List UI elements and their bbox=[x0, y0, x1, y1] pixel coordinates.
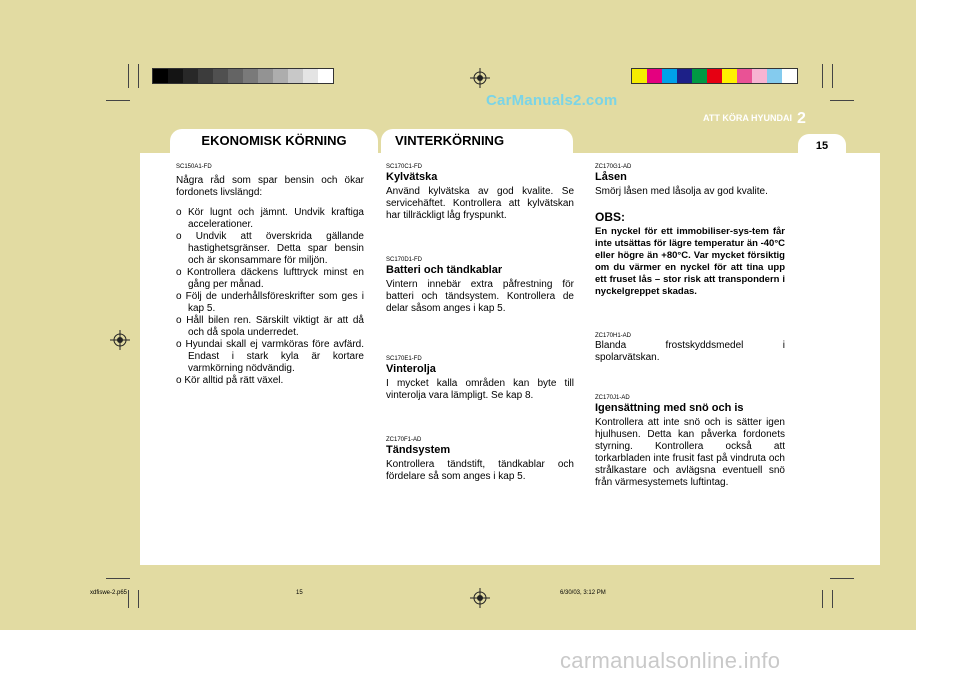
crop-mark bbox=[138, 590, 139, 608]
section-ignition bbox=[386, 436, 574, 483]
color-swatch bbox=[183, 69, 198, 83]
crop-mark bbox=[106, 100, 130, 101]
list-item: o Undvik att överskrida gällande hastighetsgränser. Detta spar bensin och är skonsammare för miljön. bbox=[176, 231, 364, 266]
site-watermark: carmanualsonline.info bbox=[560, 648, 781, 673]
section-code: SC170D1-FD bbox=[386, 257, 423, 263]
crop-mark bbox=[138, 64, 139, 88]
intro-text: Några råd som spar bensin och ökar fordonets livslängd: bbox=[176, 175, 364, 198]
list-item: o Kör alltid på rätt växel. bbox=[176, 375, 284, 386]
color-swatch bbox=[662, 69, 677, 83]
section-tab-ekonomisk: EKONOMISK KÖRNING bbox=[170, 129, 378, 153]
section-code: SC170C1-FD bbox=[386, 164, 423, 170]
crop-mark bbox=[830, 100, 854, 101]
color-swatch bbox=[303, 69, 318, 83]
crop-mark bbox=[822, 64, 823, 88]
color-swatch bbox=[767, 69, 782, 83]
list-item: o Följ de underhållsföreskrifter som ges i kap 5. bbox=[176, 291, 364, 314]
list-item: o Håll bilen ren. Särskilt viktigt är att då och då spola underredet. bbox=[176, 315, 364, 338]
column-economy bbox=[176, 163, 364, 387]
color-swatch bbox=[707, 69, 722, 83]
note-heading: OBS: bbox=[595, 210, 625, 224]
color-swatch bbox=[198, 69, 213, 83]
section-text: Kontrollera tändstift, tändkablar och fördelare så som anges i kap 5. bbox=[386, 459, 574, 482]
section-code: SC150A1-FD bbox=[176, 164, 212, 170]
registration-mark-icon bbox=[470, 68, 490, 88]
color-swatch bbox=[677, 69, 692, 83]
color-swatch bbox=[782, 69, 797, 83]
section-text: Kontrollera att inte snö och is sätter igen hjulhusen. Detta kan påverka fordonets styrning. Kontrollera också att torkarbladen inte frusit fast på vindruta och strålkastare och avlägsna eventuell snö från värmesystemets luftintag. bbox=[595, 417, 785, 488]
crop-mark bbox=[128, 64, 129, 88]
color-swatch bbox=[647, 69, 662, 83]
crop-mark bbox=[106, 578, 130, 579]
color-bar bbox=[631, 68, 798, 84]
list-item: o Hyundai skall ej varmköras före avfärd. Endast i stark kyla är kortare varmkörning nödvändig. bbox=[176, 339, 364, 374]
color-swatch bbox=[752, 69, 767, 83]
section-code: ZC170G1-AD bbox=[595, 164, 632, 170]
color-swatch bbox=[288, 69, 303, 83]
list-item: o Kör lugnt och jämnt. Undvik kraftiga accelerationer. bbox=[176, 207, 364, 230]
section-text: I mycket kalla områden kan byte till vinterolja vara lämpligt. Se kap 8. bbox=[386, 378, 574, 401]
color-swatch bbox=[273, 69, 288, 83]
color-swatch bbox=[722, 69, 737, 83]
section-title: Vinterolja bbox=[386, 363, 436, 375]
color-swatch bbox=[243, 69, 258, 83]
color-swatch bbox=[228, 69, 243, 83]
section-text: Använd kylvätska av god kvalite. Se servicehäftet. Kontrollera att kylvätskan har tillräckligt låg fryspunkt. bbox=[386, 186, 574, 221]
section-title: Batteri och tändkablar bbox=[386, 264, 503, 276]
section-title: Tändsystem bbox=[386, 444, 451, 456]
section-text-line: spolarvätskan. bbox=[595, 352, 660, 363]
color-swatch bbox=[258, 69, 273, 83]
list-item: o Kontrollera däckens lufttryck minst en gång per månad. bbox=[176, 267, 364, 290]
section-code: ZC170F1-AD bbox=[386, 437, 422, 443]
color-swatch bbox=[692, 69, 707, 83]
tips-list bbox=[176, 207, 364, 387]
section-text-line: Blanda frostskyddsmedel i bbox=[595, 340, 785, 351]
footer-date: 6/30/03, 3:12 PM bbox=[560, 590, 606, 596]
color-swatch bbox=[737, 69, 752, 83]
page-number-tab: 15 bbox=[798, 134, 846, 156]
column-locks bbox=[595, 163, 785, 489]
content-panel bbox=[140, 153, 880, 565]
section-text: Vintern innebär extra påfrestning för batteri och tändsystem. Kontrollera de delar såsom anges i kap 5. bbox=[386, 279, 574, 314]
section-code: ZC170H1-AD bbox=[595, 333, 632, 339]
section-text: Smörj låsen med låsolja av god kvalite. bbox=[595, 186, 768, 197]
color-swatch bbox=[632, 69, 647, 83]
watermark: CarManuals2.com bbox=[486, 92, 618, 109]
crop-mark bbox=[830, 578, 854, 579]
section-washer bbox=[595, 332, 785, 364]
grayscale-bar bbox=[152, 68, 334, 84]
color-swatch bbox=[168, 69, 183, 83]
crop-mark bbox=[822, 590, 823, 608]
section-code: SC170E1-FD bbox=[386, 356, 422, 362]
section-battery bbox=[386, 256, 574, 315]
footer-file: xdfiswe-2.p65 bbox=[90, 590, 128, 596]
section-oil bbox=[386, 355, 574, 402]
section-code: ZC170J1-AD bbox=[595, 395, 630, 401]
chapter-title: ATT KÖRA HYUNDAI bbox=[703, 113, 792, 123]
section-title: Igensättning med snö och is bbox=[595, 402, 744, 414]
footer-page: 15 bbox=[296, 590, 303, 596]
crop-mark bbox=[832, 64, 833, 88]
note-text: En nyckel för ett immobiliser-sys-tem får inte utsättas för lägre temperatur än -40°C eller högre än +80°C. Var mycket försiktig om du värmer en nyckel för att tina upp ett fruset lås – stor risk att transpondern i nyckelgreppet skadas. bbox=[595, 226, 785, 297]
section-title: Kylvätska bbox=[386, 171, 438, 183]
crop-mark bbox=[832, 590, 833, 608]
crop-mark bbox=[128, 590, 129, 608]
column-winter bbox=[386, 163, 574, 517]
chapter-number: 2 bbox=[797, 110, 806, 127]
section-tab-vinter: VINTERKÖRNING bbox=[381, 129, 573, 153]
color-swatch bbox=[318, 69, 333, 83]
section-title: Låsen bbox=[595, 171, 627, 183]
registration-mark-icon bbox=[110, 330, 130, 350]
section-snow bbox=[595, 394, 785, 489]
registration-mark-icon bbox=[470, 588, 490, 608]
color-swatch bbox=[153, 69, 168, 83]
section-coolant bbox=[386, 163, 574, 222]
color-swatch bbox=[213, 69, 228, 83]
